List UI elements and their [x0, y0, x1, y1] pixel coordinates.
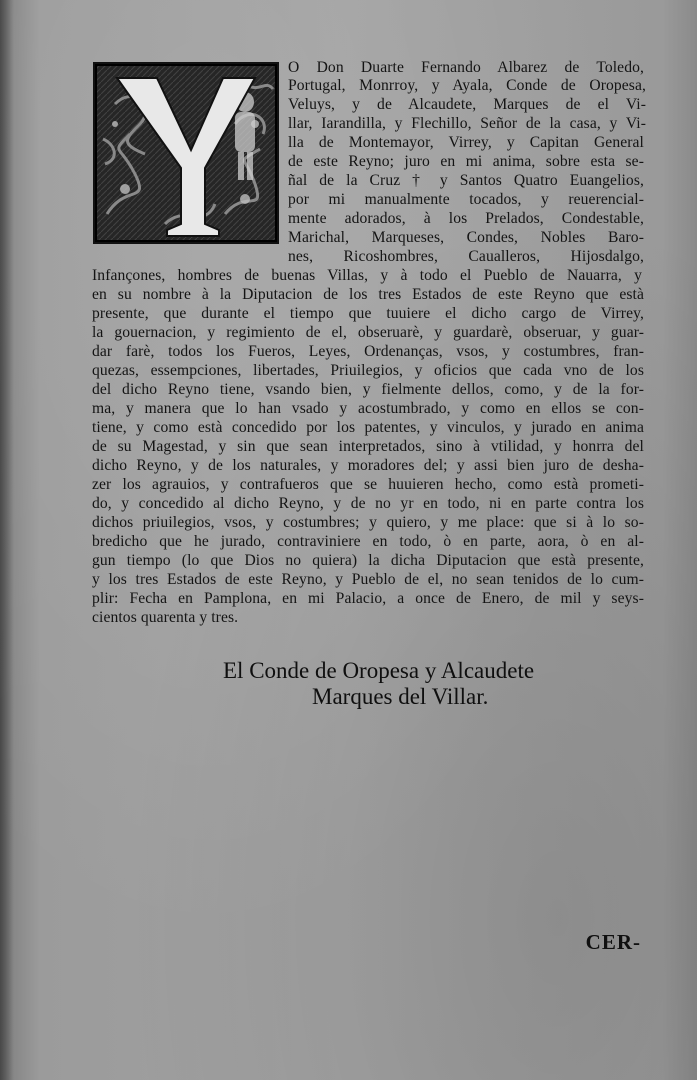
text-line: y los tres Estados de este Reyno, y Pueblo de el, no sean tenidos de lo cum-: [92, 571, 644, 588]
woodcut-ornament-icon: [95, 64, 277, 242]
text-line: Infançones, hombres de buenas Villas, y à todo el Pueblo de Nauarra, y: [92, 267, 642, 284]
text-line: presente, que durante el tiempo que tuuiere el dicho cargo de Virrey,: [92, 305, 644, 322]
text-line: Veluys, y de Alcaudete, Marques de el Vi-: [288, 96, 646, 113]
text-line: dichos priuilegios, vsos, y costumbres; y quiero, y me place: que si à lo so-: [92, 514, 644, 531]
text-line: ñal de la Cruz † y Santos Quatro Euangelios,: [288, 172, 644, 189]
text-line: bredicho que he jurado, contraviniere en todo, ò en parte, aora, ò en al-: [92, 533, 644, 550]
text-line: la gouernacion, y regimiento de el, obseruarè, y guardarè, obseruar, y guar-: [92, 324, 644, 341]
page-edge-shadow: [0, 0, 14, 1080]
text-line: nes, Ricoshombres, Caualleros, Hijosdalgo,: [288, 248, 644, 265]
text-line: do, y concedido al dicho Reyno, y de no yr en todo, ni en parte contra los: [92, 495, 644, 512]
text-line: llar, Iarandilla, y Flechillo, Señor de la casa, y Vi-: [288, 115, 646, 132]
text-line: O Don Duarte Fernando Albarez de Toledo,: [288, 59, 644, 76]
text-line: en su nombre à la Diputacion de los tres Estados de este Reyno que està: [92, 286, 644, 303]
text-line: ma, y manera que lo han vsado y acostumbrado, y como en ellos se con-: [92, 400, 644, 417]
text-line: de su Magestad, y sin que sean interpretados, sino à vtilidad, y honrra del: [92, 438, 644, 455]
text-line: Marichal, Marqueses, Condes, Nobles Baro-: [288, 229, 644, 246]
text-line: dicho Reyno, y de los naturales, y moradores del; y assi bien juro de desha-: [92, 457, 644, 474]
text-line: de este Reyno; juro en mi anima, sobre esta se-: [288, 153, 644, 170]
text-line: zer los agrauios, y contrafueros que se huuieren hecho, como està prometi-: [92, 476, 644, 493]
signature-line-2: Marques del Villar.: [312, 684, 489, 709]
text-line: dar farè, todos los Fueros, Leyes, Ordenanças, vsos, y costumbres, fran-: [92, 343, 644, 360]
text-line: por mi manualmente tocados, y reuerencial-: [288, 191, 644, 208]
decorated-initial-y: [93, 62, 279, 244]
text-line-final: cientos quarenta y tres.: [92, 609, 239, 626]
text-line: del dicho Reyno tiene, vsando bien, y fielmente dellos, como, y de la for-: [92, 381, 644, 398]
text-line: mente adorados, à los Prelados, Condestable,: [288, 210, 644, 227]
text-line: gun tiempo (lo que Dios no quiera) la dicha Diputacion que està presente,: [92, 552, 644, 569]
text-line: lla de Montemayor, Virrey, y Capitan General: [288, 134, 644, 151]
catchword: CER-: [585, 930, 641, 954]
text-line: Portugal, Monrroy, y Ayala, Conde de Oropesa,: [288, 77, 646, 94]
signature-line-1: El Conde de Oropesa y Alcaudete: [223, 658, 535, 683]
text-line: quezas, essempciones, libertades, Priuilegios, y oficios que cada vno de los: [92, 362, 644, 379]
text-line: plir: Fecha en Pamplona, en mi Palacio, a once de Enero, de mil y seys-: [92, 590, 644, 607]
text-line: tiene, y como està concedido por los patentes, y vinculos, y jurado en anima: [92, 419, 644, 436]
